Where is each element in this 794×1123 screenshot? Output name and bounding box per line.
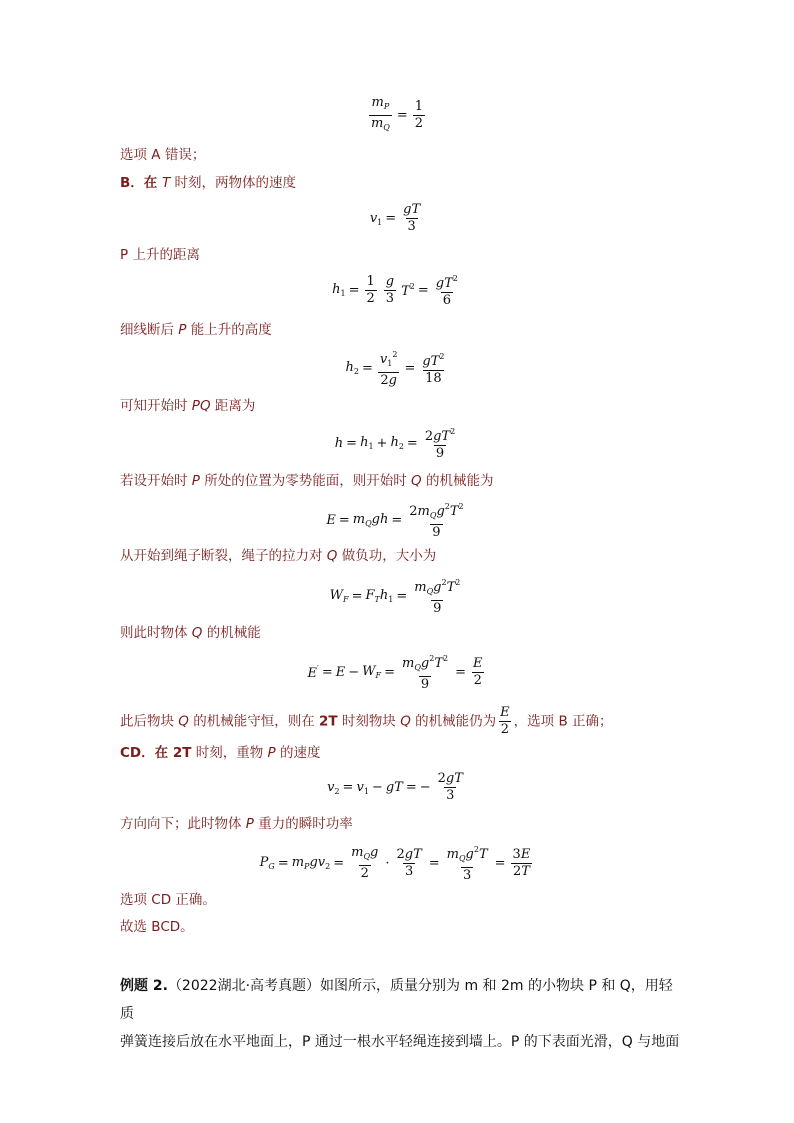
example-2-paragraph — [120, 972, 680, 1056]
example-2-line-1: 例题 2.（2022湖北·高考真题）如图所示，质量分别为 m 和 2m 的小物块 P 和 Q，用轻质 — [120, 978, 673, 1022]
text-p-rise-distance: P 上升的距离 — [120, 247, 200, 263]
equation-power-pg: $P_G$ = $m_Pgv_2$ = $m_Qg$ 2 · $\frac{2gT}{3}$ = $m_Qg^2T$ 3 = $\frac{3E}{2T}$ — [259, 844, 531, 883]
text-option-b-intro: B．在 T 时刻，两物体的速度 — [120, 175, 297, 191]
equation-mass-ratio: $\frac{m_P}{m_Q}$ = $\frac{1}{2}$ — [0, 95, 794, 135]
text-rope-negative-work: 从开始到绳子断裂，绳子的拉力对 Q 做负功，大小为 — [120, 548, 437, 564]
text-power-intro: 方向向下；此时物体 P 重力的瞬时功率 — [120, 816, 353, 832]
equation-energy-e-prime: E′ = E − $W_F$ = $m_Qg^2T^2$ 9 = $\frac{E}{2}$ — [307, 654, 483, 692]
equation-energy-e: E = $m_Qgh$ = $2m_Qg^2T^2$ 9 — [326, 502, 464, 540]
text-pq-distance: 可知开始时 PQ 距离为 — [120, 398, 256, 414]
equation-h1: $h_1$ = $\frac{1}{2}$ g 3 $T^2$ = $\frac{gT^2}{6}$ — [332, 273, 458, 308]
text-zero-potential: 若设开始时 P 所处的位置为零势能面，则开始时 Q 的机械能为 — [120, 473, 494, 489]
equation-h2: $h_2$ = $\frac{v_1^2}{2g}$ = $\frac{gT^2}{18}$ — [345, 350, 445, 388]
equation-work-f: $W_F$ = $F_Th_1$ = $m_Qg^2T^2$ 9 — [329, 578, 461, 616]
equation-v1: $v_1$ = $\frac{gT}{3}$ — [369, 202, 421, 234]
equation-h-total: h = $h_1$ + $h_2$ = $\frac{2gT^2}{9}$ — [334, 427, 456, 461]
text-energy-conserved: 此后物块 Q 的机械能守恒，则在 2T 时刻物块 Q 的机械能仍为 $\frac{E}{2}$ ，选项 B 正确； — [120, 705, 613, 737]
text-final-answer: 故选 BCD。 — [120, 919, 194, 935]
text-option-a-wrong: 选项 A 错误； — [120, 147, 206, 163]
example-2-line-2: 弹簧连接后放在水平地面上，P 通过一根水平轻绳连接到墙上。P 的下表面光滑，Q 与地面 — [120, 1034, 680, 1050]
text-option-cd-correct: 选项 CD 正确。 — [120, 892, 216, 908]
equation-v2: $v_2$ = $v_1$ − gT = − $\frac{2gT}{3}$ — [327, 771, 463, 803]
text-option-cd-intro: CD．在 2T 时刻，重物 P 的速度 — [120, 745, 321, 761]
text-q-mechanical-energy: 则此时物体 Q 的机械能 — [120, 625, 261, 641]
text-after-break: 细线断后 P 能上升的高度 — [120, 322, 272, 338]
